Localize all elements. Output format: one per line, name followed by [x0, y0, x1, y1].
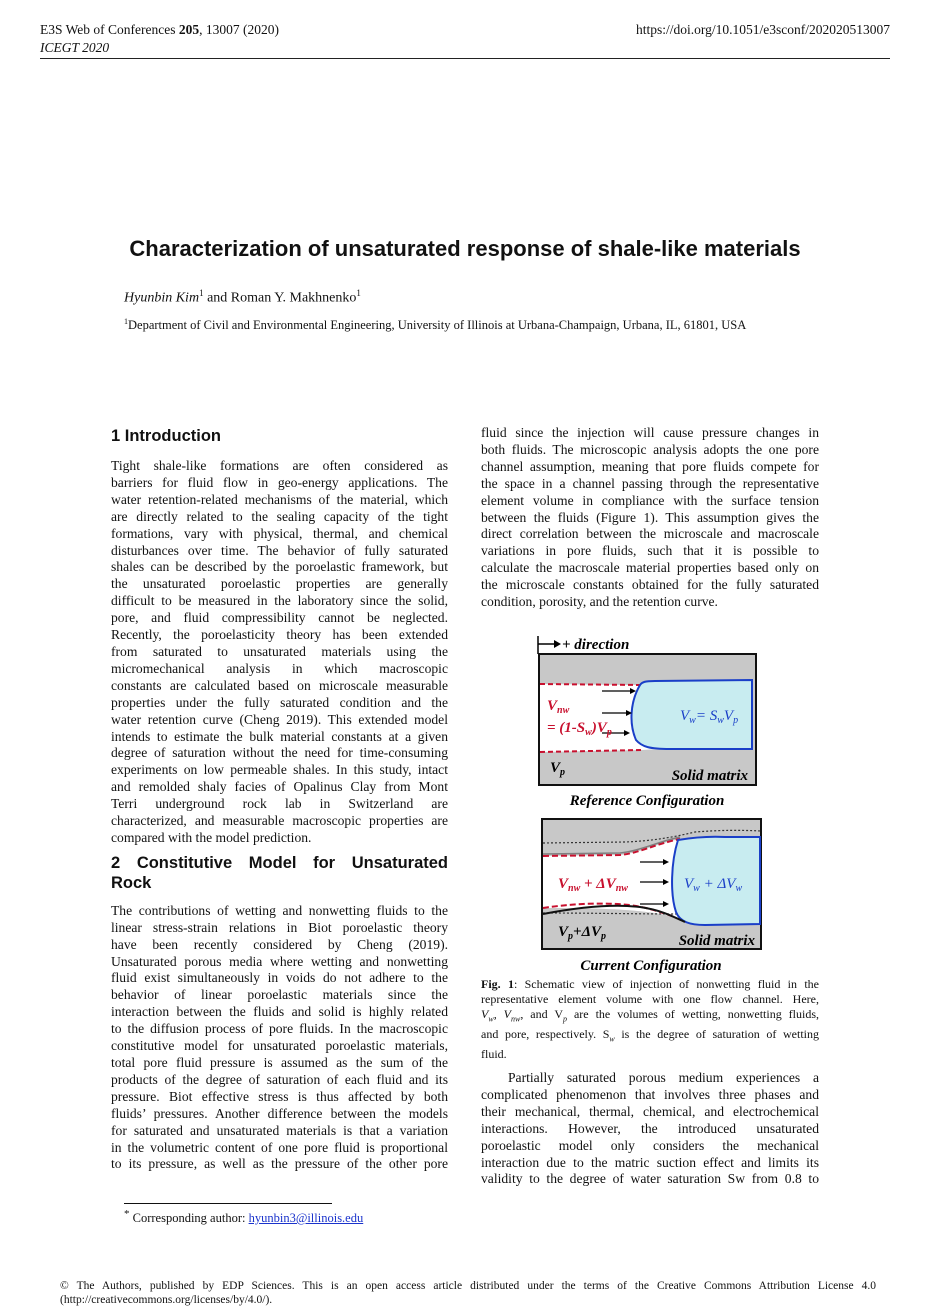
text-line: interaction due to the matric suction effect and limits its	[481, 1154, 819, 1170]
text-line: interactions. However, the introduced unsaturated	[481, 1120, 819, 1136]
text-line: validity to the degree of water saturation Sw from 0.8 to	[481, 1171, 819, 1187]
text-line: element volume in compliance with the surface tension	[481, 492, 819, 508]
ref-vnw-formula: = $(1-S_w)V_p$	[547, 720, 612, 738]
right-column-text-top	[481, 425, 819, 611]
caption-line-3: $V_w$, $V_{nw}$, and $V_p$ are the volumes of wetting, nonwetting fluids,	[481, 1007, 819, 1024]
text-line: Recently, the poroelasticity theory has been extended	[111, 627, 448, 643]
text-line: characterized, and measurable macroscopic properties are	[111, 813, 448, 829]
footnote-marker: *	[124, 1208, 130, 1220]
direction-label: + direction	[562, 637, 630, 653]
section-heading-line1: 2 Constitutive Model for Unsaturated	[111, 853, 448, 872]
text-line: for saturated and unsaturated materials is that a variation	[111, 1122, 448, 1138]
author-kim: Hyunbin Kim	[124, 290, 200, 306]
author-makhnenko: and Roman Y. Makhnenko	[203, 290, 357, 306]
text-line: degree of saturation without the need for time-consuming	[111, 745, 448, 761]
cur-vp-label: $V_p+\Delta V_p$	[558, 924, 606, 942]
author-sup-1: 1	[199, 288, 204, 298]
left-column	[111, 426, 448, 1173]
journal-prefix: E3S Web of Conferences	[40, 22, 179, 37]
text-line: constitutive model for unsaturated poroelastic materials,	[111, 1038, 448, 1054]
affiliation-text: Department of Civil and Environmental Engineering, University of Illinois at Urbana-Champaign, Urbana, IL, 61801, USA	[128, 318, 747, 333]
cur-configuration-caption: Current Configuration	[580, 958, 722, 974]
text-line: complicated phenomenon that involves three phases and	[481, 1086, 819, 1102]
text-line: formations, vary with physical, thermal, and chemical	[111, 525, 448, 541]
text-line: have been recently considered by Cheng (2019).	[111, 936, 448, 952]
ref-vw-label: $V_w= S_wV_p$	[680, 708, 739, 726]
conference-name: ICEGT 2020	[40, 40, 110, 55]
text-line: fluid exist simultaneously in voids do not adhere to the	[111, 970, 448, 986]
reference-configuration	[539, 654, 756, 809]
figure-1	[530, 632, 770, 977]
text-line: the space in a channel passing through the representative	[481, 475, 819, 491]
text-line: Unsaturated porous media where wetting and nonwetting	[111, 953, 448, 969]
ref-configuration-caption: Reference Configuration	[569, 793, 725, 809]
header-rule	[40, 58, 890, 59]
text-line: Partially saturated porous medium experiences a	[508, 1070, 819, 1085]
ref-solid-matrix-label: Solid matrix	[671, 768, 748, 784]
text-line: Terri underground rock lab in Switzerland are	[111, 796, 448, 812]
text-line: and remolded shaly facies of Opalinus Clay from Mont	[111, 779, 448, 795]
text-line: experiments on low permeable shales. In this study, intact	[111, 762, 448, 778]
license-footer	[60, 1279, 876, 1307]
figure-1-diagram	[530, 632, 770, 977]
doi-link[interactable]: https://doi.org/10.1051/e3sconf/202020513007	[636, 22, 890, 37]
author-list	[124, 288, 361, 307]
text-line: pore, and fluid compressibility cannot be neglected.	[111, 610, 448, 626]
text-line: interaction between the fluids and solid is highly related	[111, 1004, 448, 1020]
direction-arrow-icon	[554, 640, 561, 648]
caption-line-2: representative element volume with one flow channel. Here,	[481, 992, 819, 1007]
text-line: variations in pore fluids, such that it is possible to	[481, 543, 819, 559]
text-line: to the diffusion process of pore fluids. In the macroscopic	[111, 1021, 448, 1037]
cur-solid-matrix-label: Solid matrix	[678, 933, 755, 949]
caption-label: Fig. 1	[481, 977, 514, 991]
cur-vw-label: $V_w + \Delta V_w$	[684, 876, 743, 894]
footnote-text: Corresponding author:	[129, 1211, 249, 1226]
license-line-2[interactable]: (http://creativecommons.org/licenses/by/4.0/).	[60, 1294, 273, 1306]
footnote	[124, 1208, 363, 1226]
cur-vnw-label: $V_{nw} + \Delta V_{nw}$	[558, 876, 628, 894]
text-line: their mechanical, thermal, chemical, and electrochemical	[481, 1103, 819, 1119]
right-column-text-bottom	[481, 1070, 819, 1188]
text-line: between the fluids (Figure 1). This assumption gives the	[481, 509, 819, 525]
caption-line-1	[481, 977, 819, 992]
text-line: from saturated to unsaturated materials using the	[111, 643, 448, 659]
current-configuration	[542, 819, 761, 974]
text-line: pressure. Biot effective stress is thus affected by both	[111, 1088, 448, 1104]
text-line: constants are calculated based on microscale measurable	[111, 677, 448, 693]
text-line: both fluids. The microscopic analysis adopts the one pore	[481, 441, 819, 457]
introduction-text	[111, 458, 448, 847]
text-line: properties under the fully saturated condition and the	[111, 694, 448, 710]
journal-volume: 205	[178, 22, 200, 37]
text-line: micromechanical analysis in which macroscopic	[111, 660, 448, 676]
section-heading-constitutive-model	[111, 853, 448, 873]
text-line: direct correlation between the microscale and macroscale	[481, 526, 819, 542]
caption-line-5: fluid.	[481, 1046, 507, 1061]
affiliation	[124, 317, 746, 333]
text-line: difficult to be measured in the laboratory since the solid,	[111, 593, 448, 609]
text-line: compared with the model prediction.	[111, 829, 312, 845]
text-line: fluids’ pressures. Another difference between the models	[111, 1105, 448, 1121]
text-line: water retention curve (Cheng 2019). This extended model	[111, 711, 448, 727]
text-line: condition, porosity, and the retention curve.	[481, 594, 718, 610]
license-line-1: © The Authors, published by EDP Sciences. This is an open access article distributed under the terms of the Creative Commons Attribution License 4.0	[60, 1280, 876, 1292]
section-heading-introduction: 1 Introduction	[111, 427, 221, 445]
text-line: The contributions of wetting and nonwetting fluids to the	[111, 902, 448, 918]
ref-vnw-label: $V_{nw}$	[547, 698, 570, 716]
text-line: fluid since the injection will cause pressure changes in	[481, 425, 819, 440]
journal-suffix: , 13007 (2020)	[199, 22, 280, 37]
text-line: the unsaturated poroelastic properties are generally	[111, 576, 448, 592]
paper-title: Characterization of unsaturated response of shale-like materials	[129, 236, 801, 261]
text-line: shales can be described by the poroelastic framework, but	[111, 559, 448, 575]
journal-citation	[40, 21, 279, 38]
text-line: in the volumetric content of one pore fluid is proportional	[111, 1139, 448, 1155]
constitutive-model-text	[111, 903, 448, 1174]
figure-1-caption	[481, 977, 819, 1062]
text-line: barriers for fluid flow in geo-energy applications. The	[111, 474, 448, 490]
text-line: total pore fluid pressure is assumed as the sum of the	[111, 1055, 448, 1070]
caption-line1-text: : Schematic view of injection of nonwetting fluid in the	[513, 977, 819, 991]
text-line: products of the degree of saturation of each fluid and its	[111, 1071, 448, 1087]
text-line: disturbances over time. The behavior of fully saturated	[111, 542, 448, 558]
author-sup-2: 1	[356, 288, 361, 298]
ref-vp-label: $V_p$	[550, 760, 566, 778]
text-line: intends to estimate the bulk material constants at a given	[111, 728, 448, 744]
text-line: water retention-related mechanisms of the material, which	[111, 491, 448, 507]
footnote-rule	[124, 1203, 332, 1204]
text-line: linear stress-strain relations in Biot poroelastic theory	[111, 919, 448, 935]
text-line: poroelastic model only considers the mechanical	[481, 1137, 819, 1153]
text-line: Tight shale-like formations are often considered as	[111, 458, 448, 473]
section-heading-line2: Rock	[111, 873, 152, 892]
text-line: to its pressure, as well as the pressure of the other pore	[111, 1156, 448, 1172]
text-line: behavior of linear poroelastic materials since the	[111, 987, 448, 1003]
caption-line-4: and pore, respectively. $S_w$ is the degree of saturation of wetting	[481, 1027, 819, 1044]
text-line: channel assumption, meaning that pore fluids compete for	[481, 458, 819, 474]
text-line: are directly related to the sealing capacity of the tight	[111, 508, 448, 524]
text-line: the microscale constants obtained for the fully saturated	[481, 577, 819, 593]
affiliation-sup: 1	[124, 317, 128, 326]
text-line: calculate the macroscale material properties based only on	[481, 560, 819, 576]
corresponding-email-link[interactable]: hyunbin3@illinois.edu	[248, 1211, 364, 1226]
